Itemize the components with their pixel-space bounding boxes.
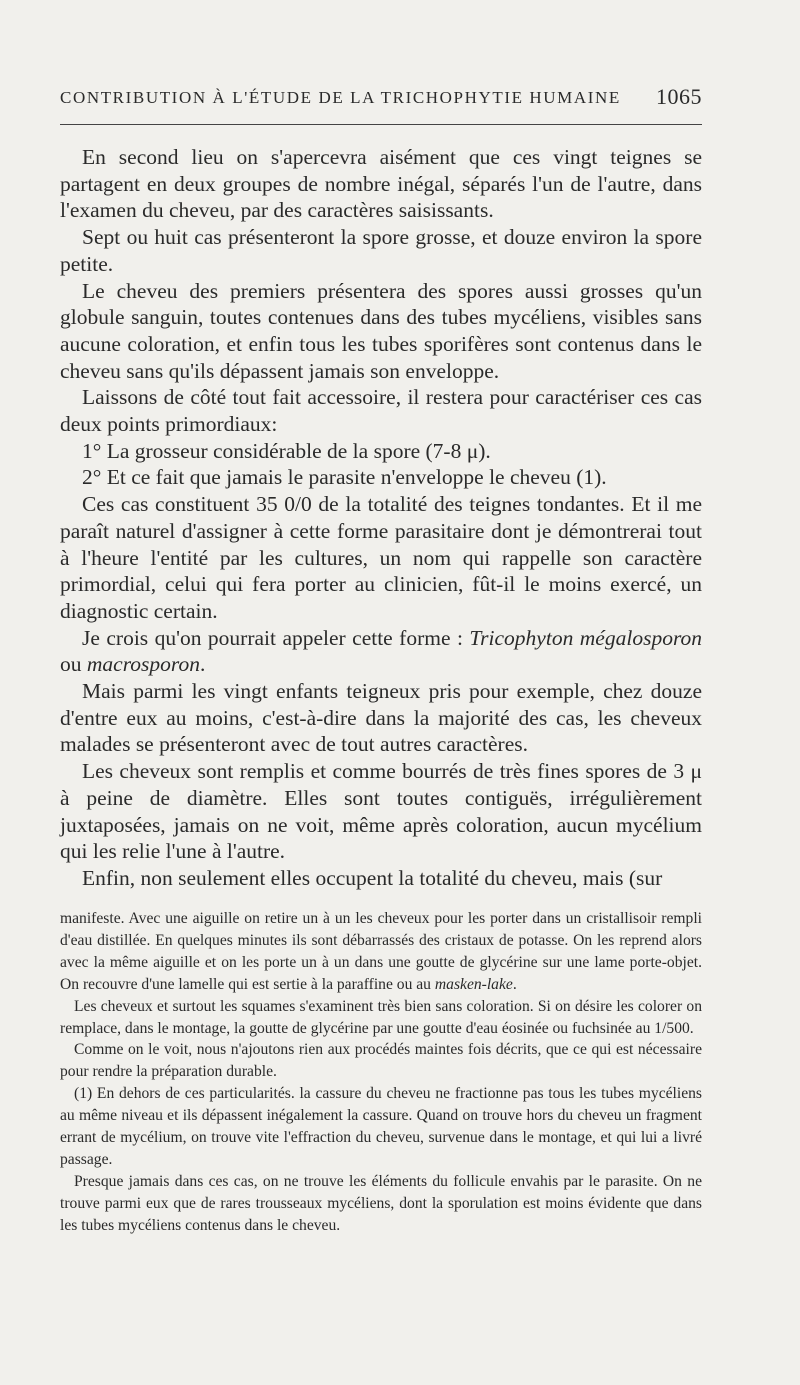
text-run: . (512, 975, 517, 993)
paragraph: En second lieu on s'apercevra aisément que ces vingt teignes se partagent en deux groupes de nombre inégal, séparés l'un de l'autre, dans l'examen du cheveu, par des caractères saisissants. (60, 145, 702, 223)
header-rule (60, 124, 702, 125)
paragraph: Le cheveu des premiers présentera des spores aussi grosses qu'un globule sanguin, toutes contenues dans des tubes mycéliens, visibles sans aucune coloration, et enfin tous les tubes sporifères sont contenus dans le cheveu sans qu'ils dépassent jamais son enveloppe. (60, 278, 702, 383)
footnote-paragraph: Presque jamais dans ces cas, on ne trouve les éléments du follicule envahis par le parasite. On ne trouve parmi eux que de rares trousseaux mycéliens, dont la sporulation est moins évidente que dans les tubes mycéliens contenus dans le cheveu. (60, 1172, 702, 1234)
footnote-1: (1) En dehors de ces particularités. la cassure du cheveu ne fractionne pas tous les tubes mycéliens au même niveau et ils dépassent inégalement la cassure. Quand on trouve hors du cheveu un fragment errant de mycélium, on trouve vite l'effraction du cheveu, survenue dans le montage, et qui lui a livré passage. (60, 1085, 702, 1168)
page-number: 1065 (656, 84, 702, 109)
paragraph (60, 625, 702, 678)
paragraph: Mais parmi les vingt enfants teigneux pris pour exemple, chez douze d'entre eux au moins, c'est-à-dire dans la majorité des cas, les cheveux malades se présenteront avec de tout autres caractères. (60, 679, 702, 757)
species-name-alt: macrosporon (86, 652, 200, 677)
species-name: Tricophyton mégalosporon (469, 625, 703, 650)
footnote-paragraph: Les cheveux et surtout les squames s'examinent très bien sans coloration. Si on désire les colorer on remplace, dans le montage, la goutte de glycérine par une goutte d'eau éosinée ou fuchsinée au 1/500. (60, 997, 702, 1037)
footnotes (60, 908, 702, 1237)
text-run: ou (60, 652, 87, 677)
text-run: Je crois qu'on pourrait appeler cette forme : (82, 625, 470, 650)
paragraph: Laissons de côté tout fait accessoire, il restera pour caractériser ces cas deux points primordiaux: (60, 385, 702, 437)
text-run: . (199, 652, 206, 677)
paragraph: Ces cas constituent 35 0/0 de la totalité des teignes tondantes. Et il me paraît naturel d'assigner à cette forme parasitaire dont je démontrerai tout à l'heure l'entité par les cultures, un nom qui rappelle son caractère primordial, celui qui fera porter au clinicien, fût-il le moins exercé, un diagnostic certain. (60, 492, 702, 623)
footnote-continuation (60, 908, 702, 996)
page-header (60, 84, 702, 114)
italic-term: masken-lake (434, 975, 513, 993)
list-item: 2° Et ce fait que jamais le parasite n'enveloppe le cheveu (1). (82, 465, 607, 490)
text-run: manifeste. Avec une aiguille on retire un à un les cheveux pour les porter dans un cristallisoir rempli d'eau distillée. En quelques minutes ils sont débarrassés des cristaux de potasse. On les reprend alors avec la même aiguille et on les porte un à un dans une goutte de glycérine sur une lame porte-objet. On recouvre d'une lamelle qui est sertie à la paraffine ou au (60, 910, 702, 993)
paragraph: Les cheveux sont remplis et comme bourrés de très fines spores de 3 μ à peine de diamètre. Elles sont toutes contiguës, irrégulièrement juxtaposées, jamais on ne voit, même après coloration, aucun mycélium qui les relie l'une à l'autre. (60, 759, 702, 864)
paragraph: Sept ou huit cas présenteront la spore grosse, et douze environ la spore petite. (60, 225, 702, 276)
paragraph: Enfin, non seulement elles occupent la totalité du cheveu, mais (sur (82, 865, 663, 890)
running-title: CONTRIBUTION À L'ÉTUDE DE LA TRICHOPHYTIE HUMAINE (60, 88, 621, 107)
main-text (60, 144, 702, 892)
footnote-paragraph: Comme on le voit, nous n'ajoutons rien aux procédés maintes fois décrits, que ce qui est nécessaire pour rendre la préparation durable. (60, 1041, 702, 1081)
list-item: 1° La grosseur considérable de la spore (7-8 μ). (82, 438, 491, 463)
